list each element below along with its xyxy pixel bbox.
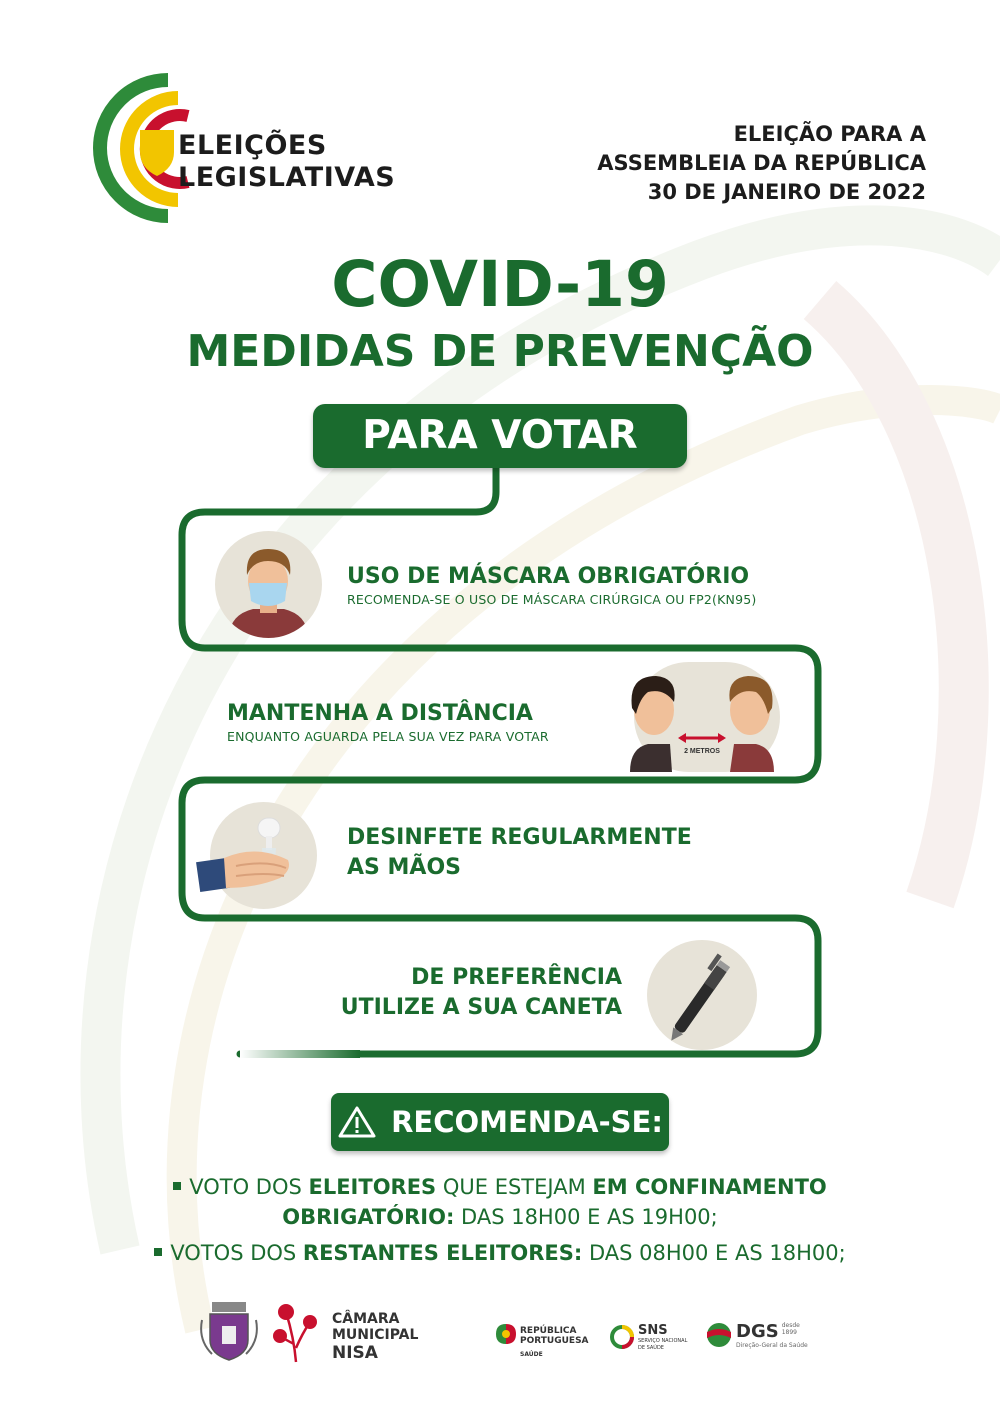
dgs-logo-icon [705,1322,733,1348]
dgs-label: DGS [736,1321,779,1342]
dgs-text [736,1322,808,1350]
republica-portuguesa-text [520,1326,589,1360]
recommend-bullets [0,1172,1000,1268]
bullet-1-line1 [0,1172,1000,1202]
camara-municipal-nisa [332,1311,418,1363]
bullet-1-text-e: OBRIGATÓRIO: [282,1205,455,1229]
warning-icon [337,1105,377,1139]
sns-text [638,1324,687,1352]
vote-pill: PARA VOTAR [313,404,687,468]
dgs-sub: Direção-Geral da Saúde [736,1342,808,1349]
pen-illustration [647,940,757,1050]
bullet-1-line2 [0,1202,1000,1232]
pen-icon [647,940,757,1050]
bullet-2-text-b: RESTANTES ELEITORES: [302,1241,583,1265]
bullet-icon [154,1248,162,1256]
bullet-1-text-f: DAS 18H00 E AS 19H00; [454,1205,718,1229]
dgs-since-word: desde [781,1322,800,1329]
republica-portuguesa-flag-icon [494,1322,518,1346]
sns-label: SNS [638,1323,668,1338]
camara-flower-logo-icon [266,1298,328,1364]
step-pen-title-line2: UTILIZE A SUA CANETA [340,995,622,1020]
bullet-1-text-a: VOTO DOS [189,1175,309,1199]
bullet-1-text-b: ELEITORES [308,1175,437,1199]
mask-illustration [215,531,322,638]
sns-sub2: DE SAÚDE [638,1345,664,1351]
distance-label: 2 METROS [684,748,720,755]
dgs-since [782,1322,800,1336]
bullet-2 [0,1238,1000,1268]
recommend-label: RECOMENDA-SE: [391,1105,663,1139]
dgs-since-year: 1899 [781,1329,797,1336]
bullet-1-text-d: EM CONFINAMENTO [592,1175,827,1199]
step-mask-title: USO DE MÁSCARA OBRIGATÓRIO [347,564,750,589]
logo-line2: LEGISLATIVAS [178,162,396,193]
step-hands [347,823,692,883]
step-mask-subtitle: RECOMENDA-SE O USO DE MÁSCARA CIRÚRGICA OU FP2(KN95) [347,592,757,607]
bullet-icon [173,1182,181,1190]
recommend-pill [331,1093,669,1151]
step-hands-title-line2: AS MÃOS [347,855,461,880]
rp-line2: PORTUGUESA [520,1336,589,1346]
rp-line1: REPÚBLICA [520,1326,577,1336]
camara-line1: CÂMARA [332,1311,400,1327]
bullet-1-text-c: QUE ESTEJAM [436,1175,593,1199]
masked-person-icon [215,531,322,638]
election-line1: ELEIÇÃO PARA A [733,122,926,146]
bullet-2-text-c: DAS 08H00 E AS 18H00; [582,1241,846,1265]
sanitizer-hands-icon [196,808,316,904]
page-title: COVID-19 [331,248,669,321]
rp-line3: SAÚDE [520,1351,543,1358]
camara-line3: NISA [332,1343,378,1363]
logo-line1: ELEIÇÕES [178,130,327,161]
step-pen-title-line1: DE PREFERÊNCIA [411,965,622,990]
step-pen [341,963,622,1023]
step-distance-subtitle: ENQUANTO AGUARDA PELA SUA VEZ PARA VOTAR [227,729,549,744]
step-hands-title-line1: DESINFETE REGULARMENTE [347,825,692,850]
camara-line2: MUNICIPAL [332,1327,419,1343]
nisa-coat-of-arms-icon [198,1300,260,1364]
step-distance-title: MANTENHA A DISTÂNCIA [227,701,533,726]
sns-logo-icon [609,1325,635,1349]
sns-sub1: SERVIÇO NACIONAL [638,1338,688,1344]
dgs-row [736,1322,808,1342]
bullet-2-text-a: VOTOS DOS [170,1241,303,1265]
two-people-distance-icon [622,664,782,774]
step-mask [347,562,756,608]
election-line2: ASSEMBLEIA DA REPÚBLICA [597,151,926,175]
election-date: 30 DE JANEIRO DE 2022 [647,180,926,204]
page-subtitle: MEDIDAS DE PREVENÇÃO [186,326,814,377]
step-distance [227,699,549,745]
